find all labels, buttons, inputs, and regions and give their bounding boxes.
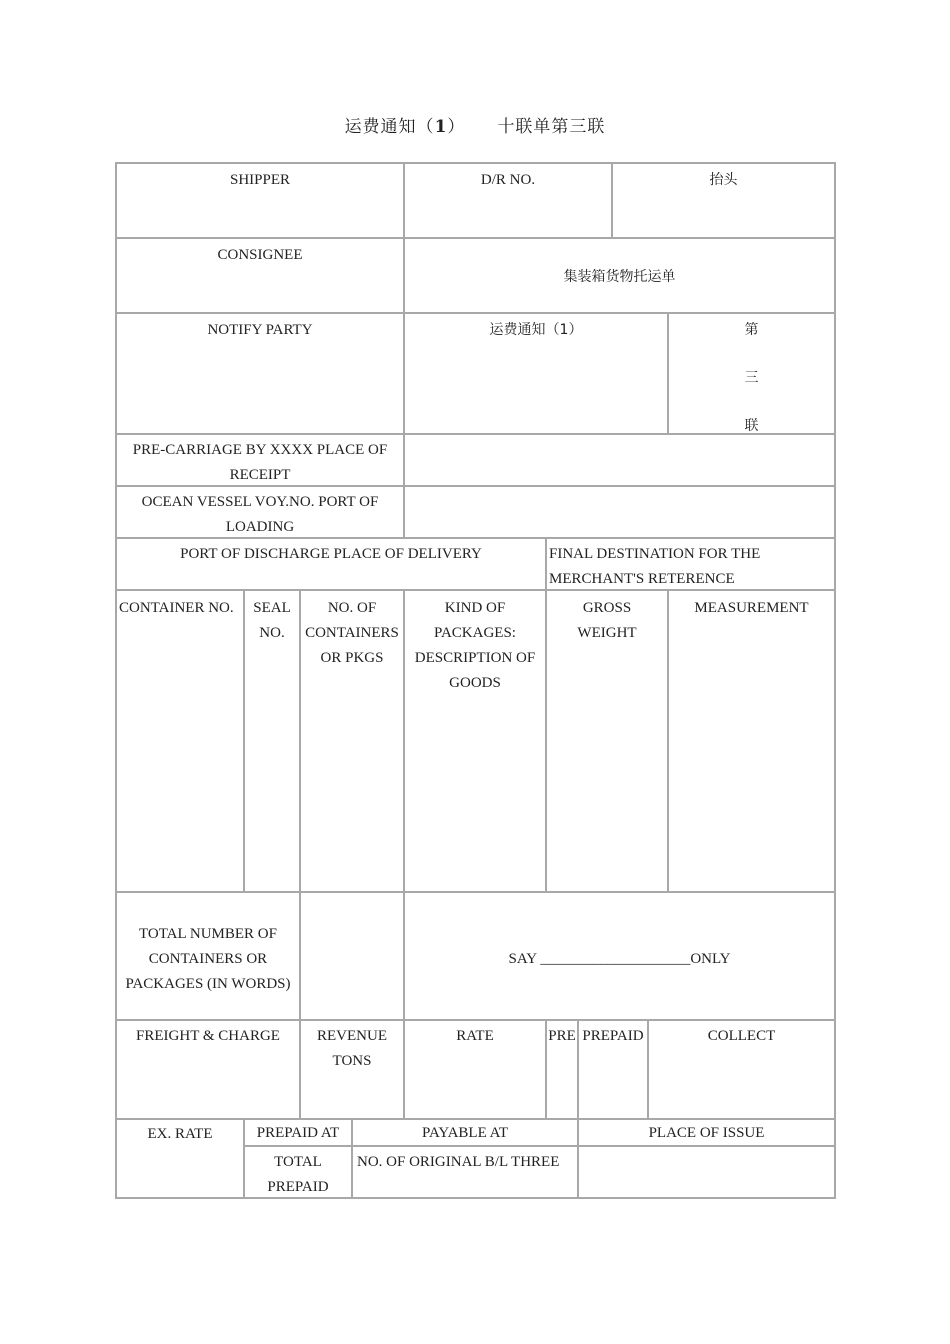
seal-no-label: SEAL NO.	[253, 600, 291, 641]
prepaid-at-label: PREPAID AT	[256, 1125, 340, 1141]
measurement-cell[interactable]	[667, 589, 836, 893]
prepaid-cell[interactable]	[577, 1019, 649, 1120]
no-containers-cell[interactable]	[299, 589, 405, 893]
title-suffix: 十联单第三联	[497, 117, 606, 137]
pre-cell[interactable]	[545, 1019, 579, 1120]
final-destination-cell[interactable]	[545, 537, 836, 591]
container-no-label: CONTAINER NO.	[119, 600, 234, 616]
copy-char-1: 第	[744, 322, 759, 338]
gross-weight-cell[interactable]	[545, 589, 669, 893]
kind-of-packages-label: KIND OF PACKAGES: DESCRIPTION OF GOODS	[414, 600, 536, 691]
payable-at-cell[interactable]	[351, 1118, 579, 1147]
consignee-label: CONSIGNEE	[217, 247, 303, 263]
payable-at-label: PAYABLE AT	[421, 1125, 508, 1141]
rate-label: RATE	[456, 1028, 494, 1044]
dr-no-label: D/R NO.	[480, 172, 536, 188]
say-only-text: SAY ____________________ONLY	[508, 951, 731, 967]
pre-label: PRE	[548, 1028, 576, 1044]
prepaid-label: PREPAID	[582, 1028, 644, 1044]
total-prepaid-cell[interactable]	[243, 1145, 353, 1199]
ocean-vessel-label: OCEAN VESSEL VOY.NO. PORT OF LOADING	[141, 494, 379, 535]
shipper-cell[interactable]	[115, 162, 405, 239]
gross-weight-label: GROSS WEIGHT	[577, 600, 637, 641]
container-no-cell[interactable]	[115, 589, 245, 893]
discharge-label: PORT OF DISCHARGE PLACE OF DELIVERY	[180, 546, 482, 562]
form-name-cell	[403, 237, 836, 314]
final-destination-label: FINAL DESTINATION FOR THE MERCHANT'S RETERENCE	[549, 546, 761, 587]
collect-label: COLLECT	[707, 1028, 776, 1044]
seal-no-cell[interactable]	[243, 589, 301, 893]
ocean-vessel-cell[interactable]	[115, 485, 405, 539]
freight-notice-cell	[403, 312, 669, 435]
ex-rate-cell[interactable]	[115, 1118, 245, 1199]
total-packages-label: TOTAL NUMBER OF CONTAINERS OR PACKAGES (IN WORDS)	[125, 926, 291, 992]
freight-charge-label: FREIGHT & CHARGE	[136, 1028, 280, 1044]
place-of-issue-label: PLACE OF ISSUE	[648, 1125, 765, 1141]
consignee-cell[interactable]	[115, 237, 405, 314]
freight-charge-cell[interactable]	[115, 1019, 301, 1120]
notify-party-label: NOTIFY PARTY	[207, 322, 313, 338]
pre-carriage-cell[interactable]	[115, 433, 405, 487]
say-only-cell[interactable]	[403, 891, 836, 1021]
prepaid-at-cell[interactable]	[243, 1118, 353, 1147]
no-containers-label: NO. OF CONTAINERS OR PKGS	[305, 600, 399, 666]
form-name: 集装箱货物托运单	[563, 269, 676, 285]
title-close: ）	[447, 117, 466, 137]
rate-cell[interactable]	[403, 1019, 547, 1120]
notify-party-cell[interactable]	[115, 312, 405, 435]
copy-char-3: 联	[744, 418, 759, 434]
total-prepaid-label: TOTAL PREPAID	[267, 1154, 329, 1195]
place-of-issue-cell[interactable]	[577, 1118, 836, 1147]
copy-number-cell	[667, 312, 836, 435]
letterhead-cell[interactable]	[611, 162, 836, 239]
kind-of-packages-cell[interactable]	[403, 589, 547, 893]
revenue-tons-label: REVENUE TONS	[317, 1028, 387, 1069]
title-main: 运费通知（	[344, 117, 435, 137]
revenue-tons-cell[interactable]	[299, 1019, 405, 1120]
pre-carriage-label: PRE-CARRIAGE BY XXXX PLACE OF RECEIPT	[132, 442, 388, 483]
place-of-issue-value-cell[interactable]	[577, 1145, 836, 1199]
ex-rate-label: EX. RATE	[147, 1126, 213, 1142]
letterhead-label: 抬头	[709, 172, 738, 188]
pre-carriage-value-cell[interactable]	[403, 433, 836, 487]
no-original-bl-label: NO. OF ORIGINAL B/L THREE	[357, 1154, 560, 1170]
measurement-label: MEASUREMENT	[694, 600, 809, 616]
title-number: 1	[434, 117, 448, 137]
discharge-cell[interactable]	[115, 537, 547, 591]
no-original-bl-cell[interactable]	[351, 1145, 579, 1199]
page-title	[0, 112, 950, 137]
freight-notice-label: 运费通知（1）	[489, 322, 583, 338]
copy-char-2: 三	[744, 370, 759, 386]
dr-no-cell[interactable]	[403, 162, 613, 239]
shipper-label: SHIPPER	[229, 172, 291, 188]
total-packages-value-cell[interactable]	[299, 891, 405, 1021]
total-packages-cell[interactable]	[115, 891, 301, 1021]
collect-cell[interactable]	[647, 1019, 836, 1120]
ocean-vessel-value-cell[interactable]	[403, 485, 836, 539]
